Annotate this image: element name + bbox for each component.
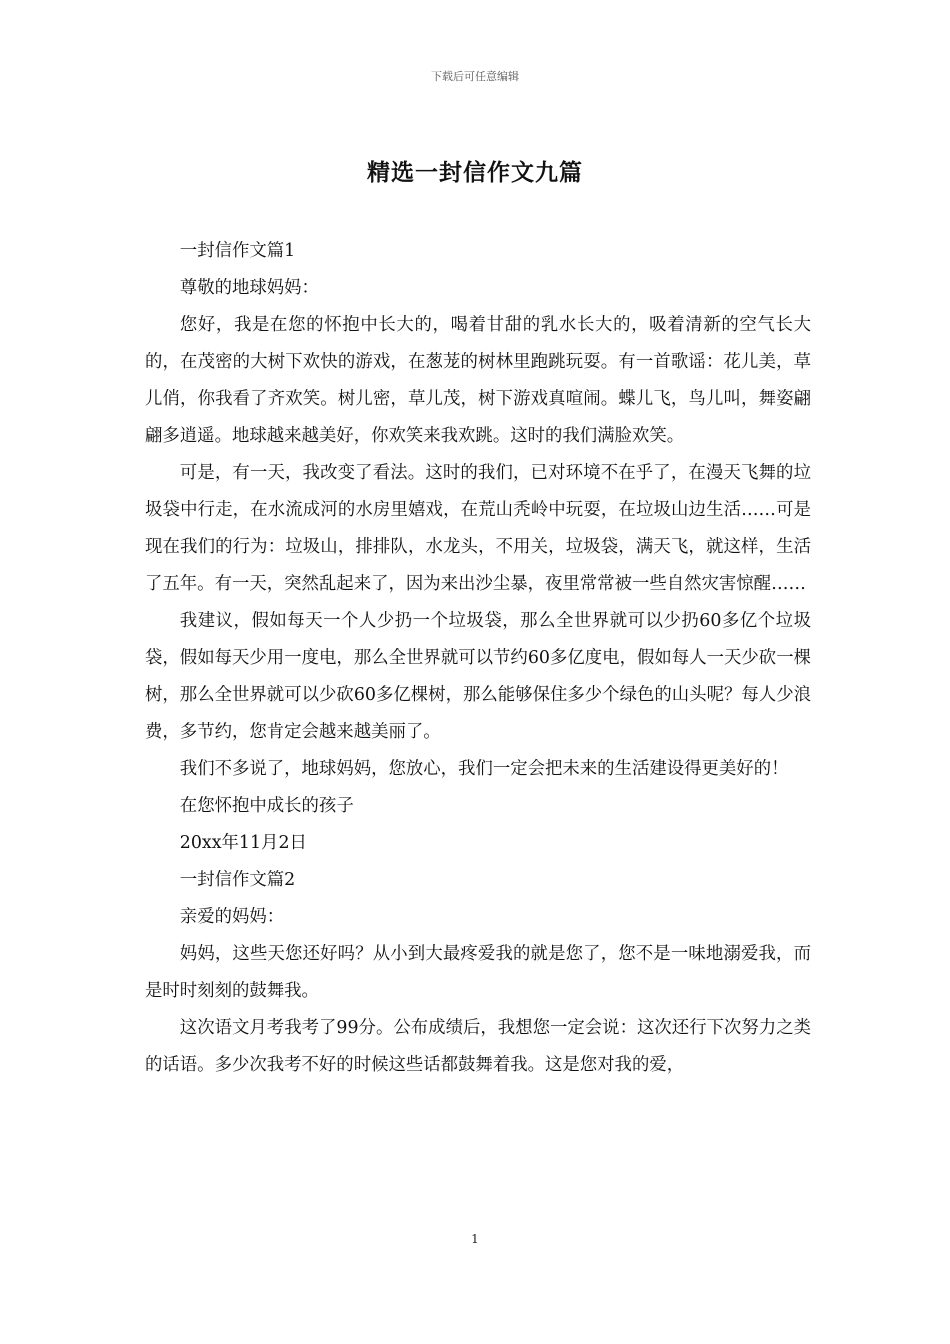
paragraph: 可是，有一天，我改变了看法。这时的我们，已对环境不在乎了，在漫天飞舞的垃圾袋中行走，在水流成河的水房里嬉戏，在荒山秃岭中玩耍，在垃圾山边生活……可是现在我们的行为：垃圾山，排排队，水龙头，不用关，垃圾袋，满天飞，就这样，生活了五年。有一天，突然乱起来了，因为来出沙尘暴，夜里常常被一些自然灾害惊醒…… xyxy=(145,463,811,594)
section-heading: 一封信作文篇1 xyxy=(179,241,296,261)
salutation: 尊敬的地球妈妈： xyxy=(179,278,319,298)
paragraph: 这次语文月考我考了99分。公布成绩后，我想您一定会说：这次还行下次努力之类的话语。多少次我考不好的时候这些话都鼓舞着我。这是您对我的爱， xyxy=(145,1018,811,1075)
section-heading: 一封信作文篇2 xyxy=(179,870,296,890)
document-body xyxy=(145,233,811,1084)
signature: 在您怀抱中成长的孩子 xyxy=(179,796,354,816)
letter-date: 20xx年11月2日 xyxy=(179,833,307,853)
paragraph: 我们不多说了，地球妈妈，您放心，我们一定会把未来的生活建设得更美好的！ xyxy=(179,759,789,779)
salutation: 亲爱的妈妈： xyxy=(179,907,285,927)
header-note: 下载后可任意编辑 xyxy=(431,70,519,83)
paragraph: 您好，我是在您的怀抱中长大的，喝着甘甜的乳水长大的，吸着清新的空气长大的，在茂密的大树下欢快的游戏，在葱茏的树林里跑跳玩耍。有一首歌谣：花儿美，草儿俏，你我看了齐欢笑。树儿密，草儿茂，树下游戏真喧闹。蝶儿飞，鸟儿叫，舞姿翩翩多逍遥。地球越来越美好，你欢笑来我欢跳。这时的我们满脸欢笑。 xyxy=(145,315,811,446)
document-title: 精选一封信作文九篇 xyxy=(367,159,583,186)
paragraph: 我建议，假如每天一个人少扔一个垃圾袋，那么全世界就可以少扔60多亿个垃圾袋，假如每天少用一度电，那么全世界就可以节约60多亿度电，假如每人一天少砍一棵树，那么全世界就可以少砍60多亿棵树，那么能够保住多少个绿色的山头呢？每人少浪费，多节约，您肯定会越来越美丽了。 xyxy=(145,611,811,742)
paragraph: 妈妈，这些天您还好吗？从小到大最疼爱我的就是您了，您不是一味地溺爱我，而是时时刻刻的鼓舞我。 xyxy=(145,944,811,1001)
page-number: 1 xyxy=(471,1232,479,1246)
